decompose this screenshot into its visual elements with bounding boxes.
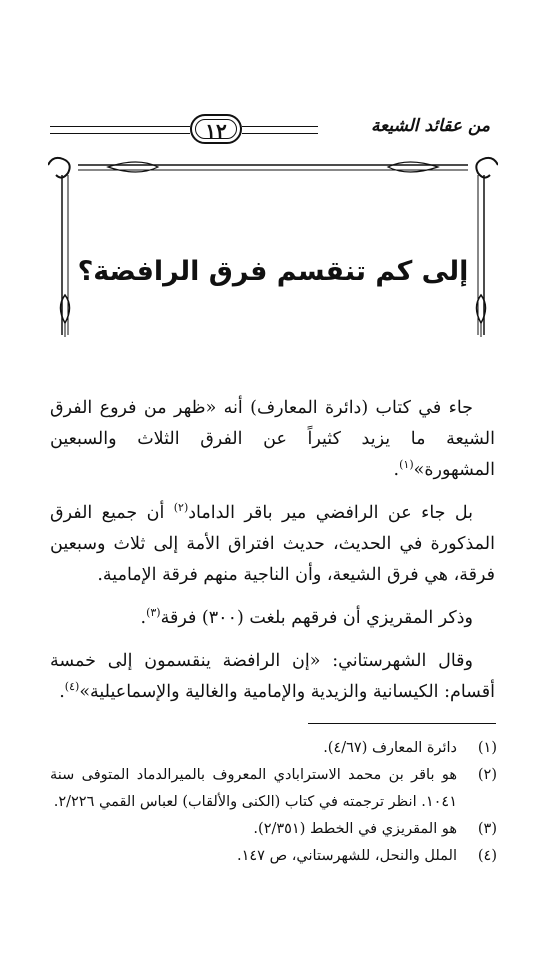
paragraph-4-end: . — [59, 682, 65, 702]
footnote-item — [50, 843, 497, 870]
paragraph-2-text-b: أن جميع الفرق المذكورة في الحديث، حديث افتراق الأمة إلى ثلاث وسبعين فرقة، هي فرق الشيعة، وأن الناجية منهم فرقة الإمامية. — [50, 503, 495, 585]
footnote-text: دائرة المعارف (٤/٦٧). — [323, 740, 457, 756]
body-text — [50, 393, 495, 720]
chapter-title: إلى كم تنقسم فرق الرافضة؟ — [77, 256, 469, 287]
footnote-ref-4[interactable]: (٤) — [64, 680, 80, 694]
footnote-item — [50, 816, 497, 843]
paragraph-3-end: . — [140, 608, 147, 628]
chapter-frame — [48, 155, 498, 345]
footnote-divider — [308, 723, 496, 724]
footnote-text: هو المقريزي في الخطط (٢/٣٥١). — [253, 821, 457, 837]
header-rule-right — [242, 126, 318, 134]
paragraph-2-text-a: بل جاء عن الرافضي مير باقر الداماد — [188, 503, 473, 523]
footnote-number: (١) — [477, 740, 497, 756]
footnote-ref-2[interactable]: (٢) — [173, 501, 189, 515]
footnote-number: (٣) — [477, 821, 497, 837]
footnote-text: هو باقر بن محمد الاسترابادي المعروف بالميرالدماد المتوفى سنة ١٠٤١. انظر ترجمته في كتاب (الكنى والألقاب) لعباس القمي ٢/٢٢٦. — [50, 767, 457, 810]
footnote-number: (٤) — [477, 848, 497, 864]
paragraph-4 — [50, 646, 495, 708]
paragraph-1-text: جاء في كتاب (دائرة المعارف) أنه «ظهر من فروع الفرق الشيعة ما يزيد كثيراً عن الفرق الثلاث والسبعين المشهورة» — [50, 398, 495, 480]
paragraph-2 — [50, 498, 495, 591]
paragraph-1-end: . — [393, 460, 400, 480]
footnote-number: (٢) — [477, 767, 497, 783]
ornamental-frame-icon — [48, 155, 498, 345]
page-header — [50, 112, 490, 148]
paragraph-1 — [50, 393, 495, 486]
paragraph-3 — [50, 603, 495, 634]
footnote-item — [50, 735, 497, 762]
footnote-item — [50, 762, 497, 816]
paragraph-4-text: وقال الشهرستاني: «إن الرافضة ينقسمون إلى خمسة أقسام: الكيسانية والزيدية والإمامية والغالية والإسماعيلية» — [50, 651, 495, 702]
running-title: من عقائد الشيعة — [371, 116, 490, 136]
footnote-text: الملل والنحل، للشهرستاني، ص ١٤٧. — [237, 848, 457, 864]
page-number: ١٢ — [190, 114, 242, 144]
paragraph-3-text: وذكر المقريزي أن فرقهم بلغت (٣٠٠) فرقة — [160, 608, 473, 628]
footnote-ref-3[interactable]: (٣) — [146, 606, 161, 620]
footnote-ref-1[interactable]: (١) — [399, 458, 414, 472]
header-rule-left — [50, 126, 190, 134]
footnotes — [50, 735, 497, 870]
